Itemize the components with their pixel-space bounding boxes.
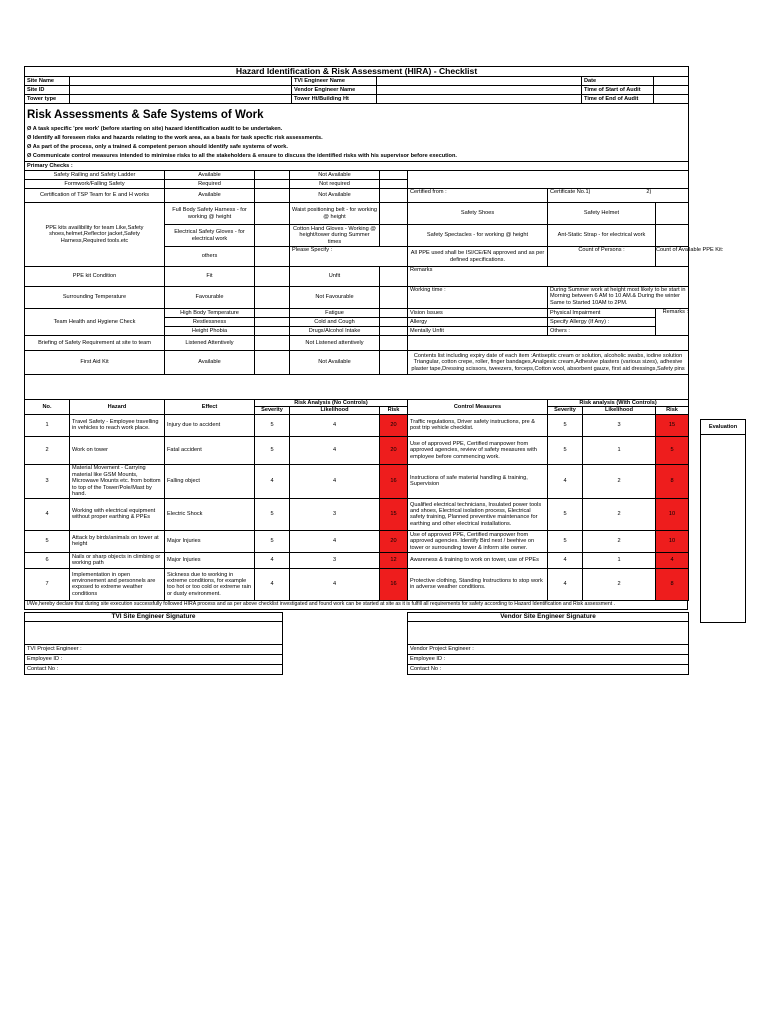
bullet-icon: Ø (27, 135, 32, 142)
bullet-icon: Ø (27, 144, 32, 151)
check-ppe-condition: PPE kit Condition (25, 267, 165, 287)
ppe-anti-static: Ant-Static Strap - for electrical work (548, 225, 656, 247)
row-likelihood: 4 (290, 414, 380, 436)
end-audit-label: Time of End of Audit (582, 95, 654, 104)
row-severity-controlled: 5 (548, 436, 583, 464)
summer-note: During Summer work at height most likely to be start in Morning between 6 AM to 10 AM.& During the winter Same to Started 10AM to 2PM. (548, 287, 689, 309)
health-allergy: Allergy (408, 318, 548, 327)
col-risk-with-controls: Risk analysis (With Controls) (548, 400, 689, 407)
site-id-label: Site ID (25, 86, 70, 95)
first-aid-contents: Contents list including expiry date of each item :Antiseptic cream or solution, alcoholic swabs, iodine solution Triangular, cotton crepe, roller, finger bandages,Analgesic cream,Adhesive plasters (various sizes), adhesive plaster tape,Dressing scissors, tweezers, forceps,Cotton wool, absorbent gauze, first aid dressings,Safety pins (408, 351, 689, 375)
certificate-2[interactable]: 2) (646, 189, 652, 195)
row-control: Use of approved PPE, Certified manpower from approved agencies, review of safety measures with employee before commencing work. (408, 436, 548, 464)
row-severity: 5 (255, 530, 290, 552)
vendor-employee-id[interactable]: Employee ID : (408, 654, 689, 664)
row-no: 2 (25, 436, 70, 464)
ppe-elec-gloves: Electrical Safety Gloves - for electrical work (165, 225, 255, 247)
checkbox[interactable] (380, 225, 408, 247)
opt-not-available[interactable]: Not Available (290, 171, 380, 180)
ppe-cotton-gloves: Cotton Hand Gloves - Working @ height/tower during Summer times (290, 225, 380, 247)
row-severity: 4 (255, 464, 290, 498)
row-likelihood-controlled: 1 (583, 552, 656, 568)
tower-type-field[interactable] (70, 95, 292, 104)
table-row (25, 436, 689, 464)
bullet-icon: Ø (27, 153, 32, 160)
ppe-safety-shoes: Safety Shoes (408, 203, 548, 225)
row-risk-controlled: 15 (656, 414, 689, 436)
row-control: Protective clothing, Standing Instructions to stop work in adverse weather conditions. (408, 568, 548, 600)
row-likelihood: 4 (290, 436, 380, 464)
health-drugs-alcohol: Drugs/Alcohol Intake (290, 327, 380, 336)
ppe-spectacles: Safety Spectacles - for working @ height (408, 225, 548, 247)
signature-table (24, 612, 689, 675)
row-risk-controlled: 10 (656, 498, 689, 530)
ppe-waist-belt: Waist positioning belt - for working @ height (290, 203, 380, 225)
row-severity-controlled: 5 (548, 414, 583, 436)
checkbox[interactable] (380, 309, 408, 318)
row-hazard: Nails or sharp objects in climbing or working path (70, 552, 165, 568)
check-briefing: Briefing of Safety Requirement at site to team (25, 336, 165, 351)
opt-required[interactable]: Required (165, 180, 255, 189)
checkbox[interactable] (255, 336, 290, 351)
col-likelihood: Likelihood (290, 407, 380, 414)
row-no: 3 (25, 464, 70, 498)
opt-not-available[interactable]: Not Available (290, 351, 380, 375)
vendor-engineer-name-field[interactable] (377, 86, 582, 95)
checkbox[interactable] (255, 351, 290, 375)
row-risk: 16 (380, 568, 408, 600)
date-label: Date (582, 77, 654, 86)
health-vision: Vision Issues (408, 309, 548, 318)
checkbox[interactable] (255, 203, 290, 225)
row-risk: 20 (380, 414, 408, 436)
vendor-signature-box[interactable] (408, 621, 689, 644)
row-likelihood-controlled: 2 (583, 530, 656, 552)
ppe-others: others (165, 247, 255, 267)
bullet-item: A task specific 'pre work' (before starting on site) hazard identification audit to be undertaken. (32, 126, 283, 133)
checkbox[interactable] (380, 203, 408, 225)
section-title: Risk Assessments & Safe Systems of Work (25, 108, 689, 122)
opt-favourable[interactable]: Favourable (165, 287, 255, 309)
row-likelihood-controlled: 2 (583, 498, 656, 530)
row-severity-controlled: 5 (548, 498, 583, 530)
certified-from[interactable]: Certified from : (408, 189, 548, 203)
ppe-full-body: Full Body Safety Harness - for working @ height (165, 203, 255, 225)
checkbox[interactable] (255, 318, 290, 327)
table-row (25, 414, 689, 436)
row-no: 7 (25, 568, 70, 600)
row-severity-controlled: 4 (548, 568, 583, 600)
row-no: 6 (25, 552, 70, 568)
health-restlessness: Restlessness (165, 318, 255, 327)
row-severity-controlled: 4 (548, 552, 583, 568)
date-field[interactable] (654, 77, 689, 86)
vendor-engineer-name-label: Vendor Engineer Name (292, 86, 377, 95)
row-risk: 16 (380, 464, 408, 498)
please-specify[interactable]: Please Specify : (290, 247, 408, 267)
evaluation-column (700, 434, 746, 623)
checkbox[interactable] (255, 189, 290, 203)
opt-fit[interactable]: Fit (165, 267, 255, 287)
start-audit-label: Time of Start of Audit (582, 86, 654, 95)
checkbox[interactable] (255, 225, 290, 247)
checkbox[interactable] (255, 247, 290, 267)
primary-checks-label: Primary Checks : (25, 162, 689, 171)
row-risk: 12 (380, 552, 408, 568)
row-risk-controlled: 10 (656, 530, 689, 552)
row-effect: Sickness due to working in extreme conditions, for example too hot or too cold or extreme rain or dusty environment. (165, 568, 255, 600)
declaration: I/We,hereby declare that during site execution successfully followed HIRA process and as per above checklist investigated and found work can be started at site as it is fulfill all requirements for safety according to Hazard Identification and Risk assessment . (24, 601, 688, 610)
tvi-employee-id[interactable]: Employee ID : (25, 654, 283, 664)
row-effect: Injury due to accident (165, 414, 255, 436)
check-cert-tsp: Certification of TSP Team for E and H works (25, 189, 165, 203)
row-risk-controlled: 5 (656, 436, 689, 464)
row-severity: 4 (255, 568, 290, 600)
checkbox[interactable] (656, 225, 689, 247)
opt-listened[interactable]: Listened Attentively (165, 336, 255, 351)
health-height-phobia: Height Phobia (165, 327, 255, 336)
row-severity: 5 (255, 414, 290, 436)
row-hazard: Work on tower (70, 436, 165, 464)
row-likelihood-controlled: 3 (583, 414, 656, 436)
opt-unfit[interactable]: Unfit (290, 267, 380, 287)
row-hazard: Material Movement - Carrying material like GSM Mounts, Microwave Mounts etc. from bottom to top of the Tower/Pole/Mast by hand. (70, 464, 165, 498)
health-physical: Physical Impairment (548, 309, 656, 318)
tvi-project-engineer[interactable]: TVI Project Engineer : (25, 644, 283, 654)
check-ppe-kits: PPE kits availibility for team Like,Safety shoes,helmet,Reflector jacket,Safety Harness,Required tools.etc (25, 203, 165, 267)
col-severity: Severity (548, 407, 583, 414)
tower-type-label: Tower type (25, 95, 70, 104)
row-risk: 15 (380, 498, 408, 530)
start-audit-field[interactable] (654, 86, 689, 95)
site-name-field[interactable] (70, 77, 292, 86)
row-likelihood: 3 (290, 552, 380, 568)
table-row (25, 464, 689, 498)
row-hazard: Working with electrical equipment without proper earthing & PPEs (70, 498, 165, 530)
row-no: 4 (25, 498, 70, 530)
health-cold-cough: Cold and Cough (290, 318, 380, 327)
check-team-health: Team Health and Hygiene Check (25, 309, 165, 336)
row-likelihood-controlled: 2 (583, 464, 656, 498)
page-title: Hazard Identification & Risk Assessment (HIRA) - Checklist (25, 67, 689, 77)
row-effect: Major Injuries (165, 530, 255, 552)
row-likelihood-controlled: 1 (583, 436, 656, 464)
tvi-engineer-name-field[interactable] (377, 77, 582, 86)
row-likelihood: 3 (290, 498, 380, 530)
col-no: No. (25, 400, 70, 415)
table-row (25, 552, 689, 568)
row-likelihood-controlled: 2 (583, 568, 656, 600)
row-effect: Major Injuries (165, 552, 255, 568)
checkbox[interactable] (380, 171, 408, 180)
tvi-signature-title: TVI Site Engineer Signature (25, 612, 283, 621)
row-hazard: Attack by birds/animals on tower at height (70, 530, 165, 552)
check-ladder: Safety Railing and Safety Ladder (25, 171, 165, 180)
health-fatigue: Fatigue (290, 309, 380, 318)
tvi-contact-no[interactable]: Contact No : (25, 664, 283, 674)
table-row (25, 568, 689, 600)
row-risk: 20 (380, 436, 408, 464)
count-ppe[interactable]: Count of Available PPE Kit: (656, 247, 689, 267)
health-mentally-unfit: Mentally Unfit (408, 327, 548, 336)
row-no: 5 (25, 530, 70, 552)
row-effect: Falling object (165, 464, 255, 498)
tower-height-field[interactable] (377, 95, 582, 104)
count-persons[interactable]: Count of Persons : (548, 247, 656, 267)
primary-checks-table (24, 161, 724, 400)
col-risk: Risk (656, 407, 689, 414)
table-row (25, 498, 689, 530)
checkbox[interactable] (656, 203, 689, 225)
ppe-isi-note: All PPE used shall be ISI/CE/EN approved and as per defined specifications. (408, 247, 548, 267)
bullet-item: Identify all foreseen risks and hazards relating to the work area, as a basis for task specfic risk assessments. (32, 135, 323, 142)
col-likelihood: Likelihood (583, 407, 656, 414)
opt-not-available[interactable]: Not Available (290, 189, 380, 203)
health-high-temp: High Body Temperature (165, 309, 255, 318)
row-control: Use of approved PPE, Certified manpower from approved agencies. Identify Bird nest / beehive on tower or surrounding tower & inform site owner. (408, 530, 548, 552)
checkbox[interactable] (380, 287, 408, 309)
check-formwork: Formwork/Falling Safety (25, 180, 165, 189)
table-row (25, 530, 689, 552)
checkbox[interactable] (255, 171, 290, 180)
remarks[interactable]: Remarks (408, 267, 689, 287)
check-surrounding-temp: Surrounding Temperature (25, 287, 165, 309)
bullet-item: Communicate control measures intended to minimise risks to all the stakeholders & ensure to discuss the identified risks with his supervisor before execution. (32, 153, 457, 160)
check-first-aid: First Aid Kit (25, 351, 165, 375)
tower-height-label: Tower Ht/Building Ht (292, 95, 377, 104)
health-specify-allergy[interactable]: Specify Allergy (If Any) : (548, 318, 656, 327)
col-severity: Severity (255, 407, 290, 414)
row-likelihood: 4 (290, 568, 380, 600)
opt-available[interactable]: Available (165, 351, 255, 375)
risk-rows (24, 414, 689, 601)
bullet-icon: Ø (27, 126, 32, 133)
row-control: Instructions of safe material handling & training, Supervision (408, 464, 548, 498)
row-hazard: Travel Safety - Employee travelling in vehicles to reach work place. (70, 414, 165, 436)
row-risk-controlled: 8 (656, 568, 689, 600)
row-likelihood: 4 (290, 530, 380, 552)
certificate-no[interactable]: Certificate No.1) (550, 189, 591, 195)
tvi-engineer-name-label: TVI Engineer Name (292, 77, 377, 86)
row-risk-controlled: 4 (656, 552, 689, 568)
row-no: 1 (25, 414, 70, 436)
checkbox[interactable] (380, 189, 408, 203)
tvi-signature-box[interactable] (25, 621, 283, 644)
checkbox[interactable] (380, 318, 408, 327)
row-likelihood: 4 (290, 464, 380, 498)
row-effect: Electric Shock (165, 498, 255, 530)
vendor-project-engineer[interactable]: Vendor Project Engineer : (408, 644, 689, 654)
col-risk: Risk (380, 407, 408, 414)
checkbox[interactable] (255, 267, 290, 287)
checkbox[interactable] (255, 180, 290, 189)
col-risk-no-controls: Risk Analysis (No Controls) (255, 400, 408, 407)
col-hazard: Hazard (70, 400, 165, 415)
checkbox[interactable] (380, 336, 408, 351)
evaluation-header-label: Evaluation (700, 419, 746, 435)
working-time[interactable]: Working time : (408, 287, 548, 309)
opt-available[interactable]: Available (165, 189, 255, 203)
checkbox[interactable] (255, 287, 290, 309)
bullet-item: As part of the process, only a trained & competent person should identify safe systems of work. (32, 144, 288, 151)
opt-not-listened[interactable]: Not Listened attentively (290, 336, 380, 351)
row-control: Traffic regulations, Driver safety instructions, pre & post trip vehicle checklist. (408, 414, 548, 436)
risk-table (24, 399, 689, 415)
row-effect: Fatal accident (165, 436, 255, 464)
checkbox[interactable] (255, 309, 290, 318)
checkbox[interactable] (380, 180, 408, 189)
health-remarks[interactable]: Remarks : (656, 309, 689, 336)
opt-not-favourable[interactable]: Not Favourable (290, 287, 380, 309)
site-name-label: Site Name (25, 77, 70, 86)
row-control: Awareness & training to work on tower, use of PPEs (408, 552, 548, 568)
row-severity: 5 (255, 498, 290, 530)
checkbox[interactable] (255, 327, 290, 336)
ppe-safety-helmet: Safety Helmet (548, 203, 656, 225)
vendor-contact-no[interactable]: Contact No : (408, 664, 689, 674)
col-control-measures: Control Measures (408, 400, 548, 415)
opt-not-required[interactable]: Not required (290, 180, 380, 189)
row-risk-controlled: 8 (656, 464, 689, 498)
row-severity-controlled: 4 (548, 464, 583, 498)
row-control: Qualified electrical technicians, Insulated power tools and shoes, Electrical isolation process, Electrical safety training, Planned preventive maintenance for earthing and other electrical installations. (408, 498, 548, 530)
health-others[interactable]: Others : (548, 327, 656, 336)
col-effect: Effect (165, 400, 255, 415)
row-risk: 20 (380, 530, 408, 552)
checkbox[interactable] (380, 351, 408, 375)
end-audit-field[interactable] (654, 95, 689, 104)
row-hazard: Implementation in open environement and personnels are exposed to extreme weather conditions (70, 568, 165, 600)
checkbox[interactable] (380, 327, 408, 336)
header-table (24, 66, 689, 162)
row-severity: 4 (255, 552, 290, 568)
row-severity-controlled: 5 (548, 530, 583, 552)
row-severity: 5 (255, 436, 290, 464)
checkbox[interactable] (380, 267, 408, 287)
site-id-field[interactable] (70, 86, 292, 95)
opt-available[interactable]: Available (165, 171, 255, 180)
vendor-signature-title: Vendor Site Engineer Signature (408, 612, 689, 621)
